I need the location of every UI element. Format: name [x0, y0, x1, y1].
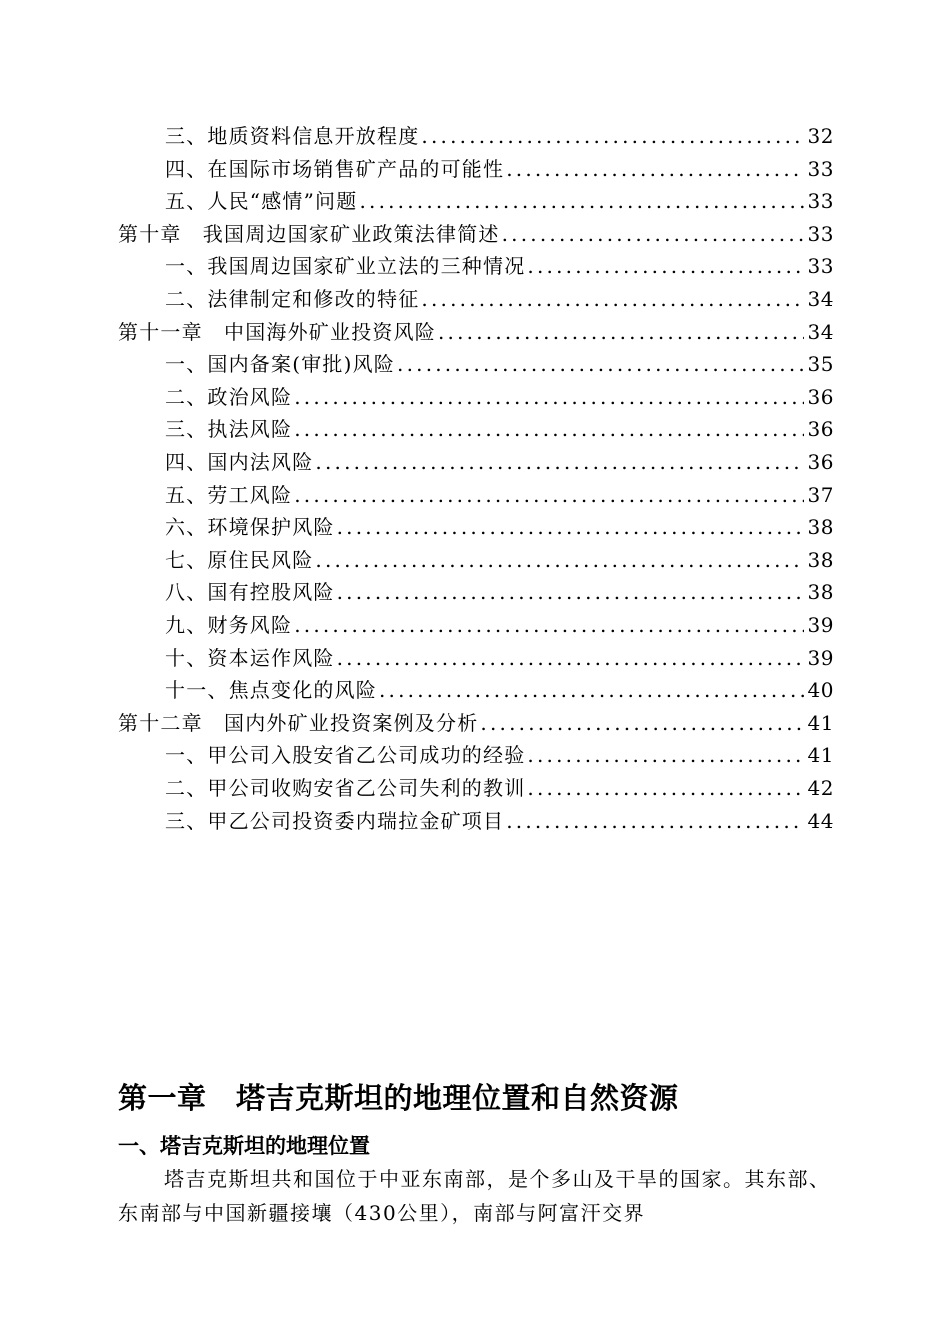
toc-entry-label: 七、原住民风险	[165, 547, 314, 572]
toc-entry-page-number: 36	[807, 417, 834, 442]
toc-entry-page-number: 35	[807, 352, 834, 377]
toc-entry-label: 一、我国周边国家矿业立法的三种情况	[165, 254, 526, 279]
toc-entry[interactable]	[165, 348, 834, 380]
toc-entry-label: 一、国内备案(审批)风险	[165, 352, 396, 377]
toc-entry-label: 二、甲公司收购安省乙公司失利的教训	[165, 776, 526, 800]
toc-entry-label: 十一、焦点变化的风险	[165, 678, 377, 703]
toc-entry-page-number: 34	[807, 319, 834, 344]
toc-entry[interactable]	[165, 381, 834, 413]
body-paragraph: 塔吉克斯坦共和国位于中亚东南部，是个多山及干旱的国家。其东部、东南部与中国新疆接壤（430公里），南部与阿富汗交界	[118, 1167, 831, 1225]
toc-entry-label: 第十二章 国内外矿业投资案例及分析	[118, 710, 479, 735]
toc-entry-label: 第十章 我国周边国家矿业政策法律简述	[118, 221, 500, 246]
toc-entry[interactable]	[165, 479, 834, 511]
toc-entry-label: 一、甲公司入股安省乙公司成功的经验	[165, 743, 526, 768]
toc-dot-leader	[313, 544, 803, 576]
toc-entry-label: 二、政治风险	[165, 384, 293, 409]
toc-entry-label: 六、环境保护风险	[165, 515, 335, 540]
toc-entry-page-number: 41	[807, 743, 834, 768]
toc-dot-leader	[419, 283, 803, 315]
toc-entry[interactable]	[118, 707, 834, 739]
toc-entry-label: 九、财务风险	[165, 613, 293, 637]
toc-dot-leader	[292, 413, 803, 445]
toc-entry[interactable]	[165, 576, 834, 608]
toc-entry[interactable]	[165, 739, 834, 771]
toc-entry-page-number: 41	[807, 710, 834, 735]
toc-dot-leader	[395, 348, 804, 380]
toc-entry-label: 四、在国际市场销售矿产品的可能性	[165, 156, 505, 181]
toc-entry-page-number: 38	[807, 547, 834, 572]
toc-entry-label: 八、国有控股风险	[165, 580, 335, 605]
toc-entry-page-number: 39	[807, 613, 834, 637]
toc-entry-page-number: 38	[807, 515, 834, 540]
toc-entry-page-number: 33	[807, 221, 834, 246]
toc-entry[interactable]	[165, 446, 834, 478]
toc-dot-leader	[478, 707, 803, 739]
toc-entry-page-number: 38	[807, 580, 834, 605]
toc-entry-page-number: 39	[807, 645, 834, 670]
toc-dot-leader	[377, 674, 804, 706]
toc-entry-label: 三、执法风险	[165, 417, 293, 442]
toc-dot-leader	[504, 153, 803, 185]
toc-entry-label: 二、法律制定和修改的特征	[165, 287, 420, 311]
toc-entry-page-number: 36	[807, 384, 834, 409]
toc-dot-leader	[335, 642, 804, 674]
toc-entry[interactable]	[165, 283, 834, 315]
toc-entry[interactable]	[165, 185, 834, 217]
toc-dot-leader	[292, 381, 803, 413]
toc-dot-leader	[292, 609, 803, 641]
toc-entry-page-number: 33	[807, 254, 834, 279]
toc-entry[interactable]	[165, 642, 834, 674]
toc-dot-leader	[525, 250, 803, 282]
toc-entry[interactable]	[165, 674, 834, 706]
toc-dot-leader	[525, 772, 803, 804]
toc-entry-page-number: 33	[807, 156, 834, 181]
toc-entry-label: 五、人民“感情”问题	[165, 189, 358, 214]
toc-entry-label: 四、国内法风险	[165, 450, 314, 474]
toc-entry[interactable]	[165, 544, 834, 576]
toc-entry-page-number: 37	[807, 482, 834, 507]
toc-entry[interactable]	[118, 218, 834, 250]
toc-dot-leader	[500, 218, 804, 250]
toc-dot-leader	[292, 479, 803, 511]
toc-dot-leader	[313, 446, 803, 478]
toc-entry-page-number: 40	[807, 678, 834, 703]
toc-entry-page-number: 32	[807, 124, 834, 148]
chapter-heading: 第一章 塔吉克斯坦的地理位置和自然资源	[118, 1081, 679, 1115]
toc-entry[interactable]	[165, 250, 834, 282]
toc-entry[interactable]	[165, 805, 834, 837]
toc-dot-leader	[357, 185, 803, 217]
toc-entry-page-number: 44	[807, 808, 834, 833]
toc-dot-leader	[436, 316, 804, 348]
section-heading: 一、塔吉克斯坦的地理位置	[118, 1134, 370, 1158]
toc-dot-leader	[525, 739, 803, 771]
toc-dot-leader	[419, 120, 803, 152]
toc-entry[interactable]	[165, 511, 834, 543]
toc-entry[interactable]	[165, 413, 834, 445]
toc-entry-label: 第十一章 中国海外矿业投资风险	[118, 319, 436, 344]
toc-entry-label: 三、甲乙公司投资委内瑞拉金矿项目	[165, 808, 505, 833]
toc-entry[interactable]	[165, 609, 834, 641]
toc-entry[interactable]	[165, 772, 834, 804]
toc-entry-page-number: 36	[807, 450, 834, 474]
toc-entry-page-number: 34	[807, 287, 834, 311]
toc-dot-leader	[504, 805, 803, 837]
toc-dot-leader	[335, 511, 804, 543]
toc-entry-label: 十、资本运作风险	[165, 645, 335, 670]
toc-entry-label: 五、劳工风险	[165, 482, 293, 507]
toc-entry-label: 三、地质资料信息开放程度	[165, 124, 420, 148]
toc-dot-leader	[335, 576, 804, 608]
toc-entry[interactable]	[165, 120, 834, 152]
toc-entry[interactable]	[118, 316, 834, 348]
toc-entry[interactable]	[165, 153, 834, 185]
toc-entry-page-number: 42	[807, 776, 834, 800]
toc-entry-page-number: 33	[807, 189, 834, 214]
